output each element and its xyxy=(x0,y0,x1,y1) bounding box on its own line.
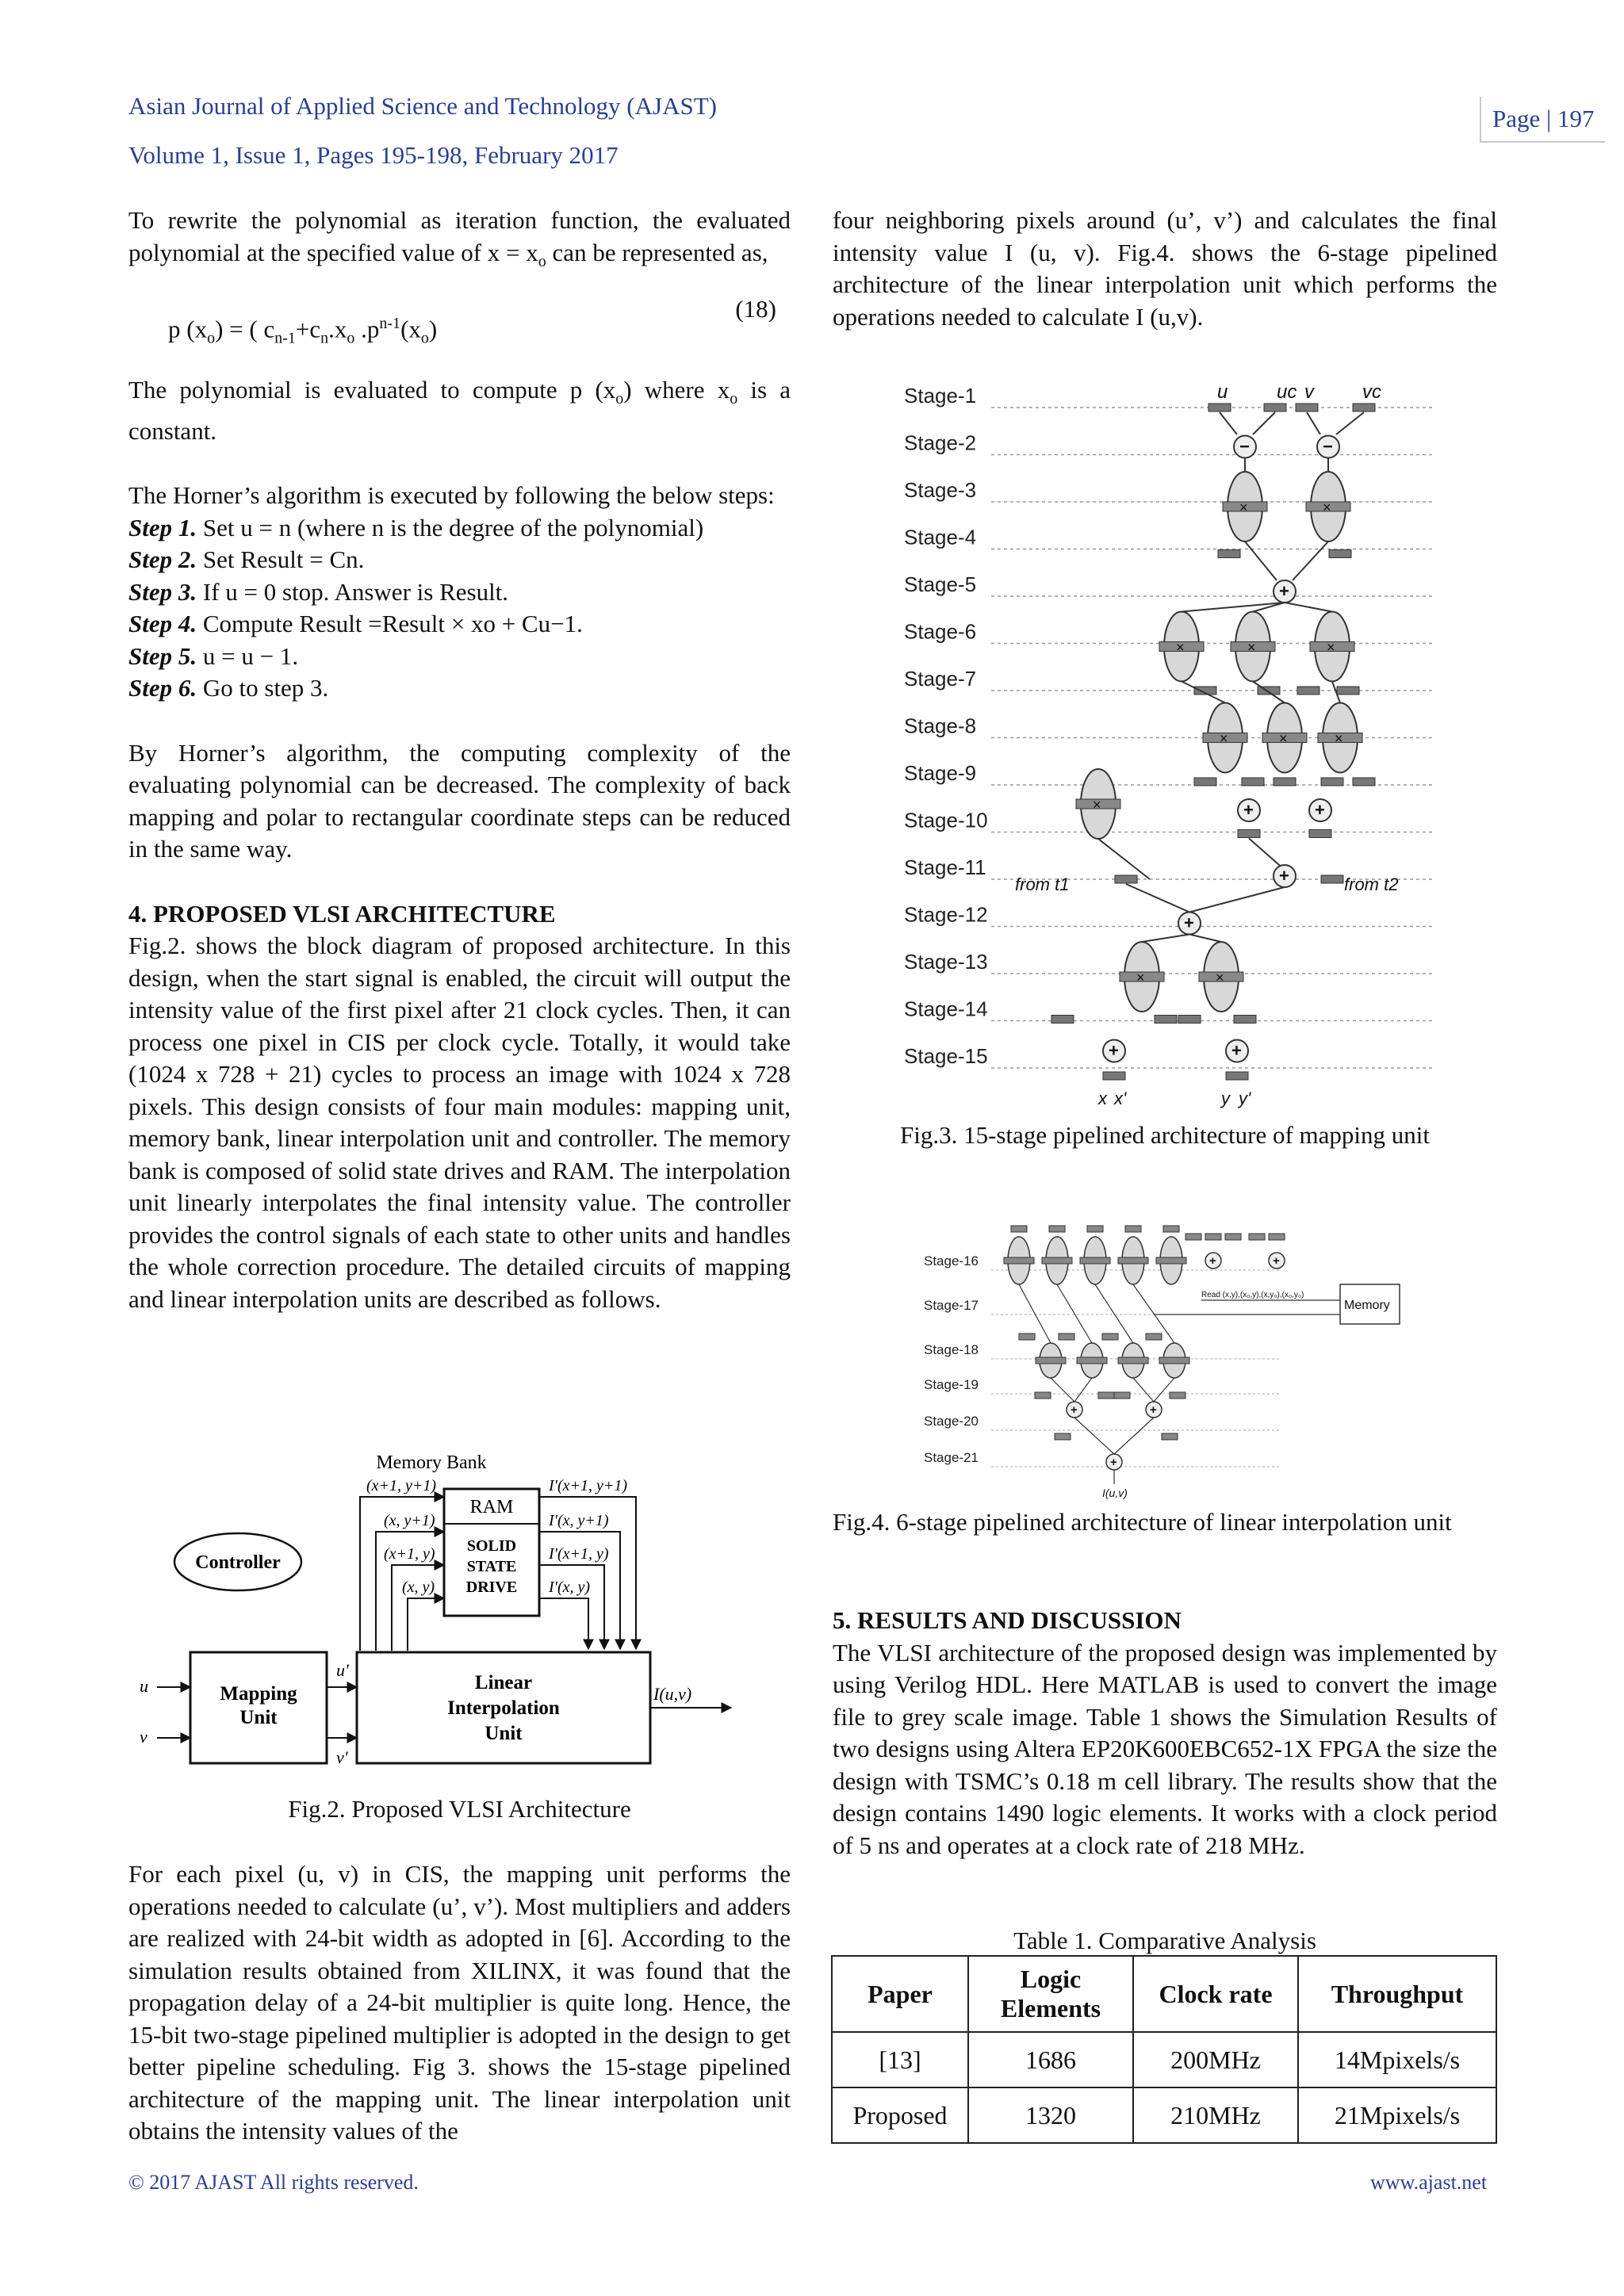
table-cell: 200MHz xyxy=(1133,2032,1298,2087)
connector-line xyxy=(1307,412,1320,434)
stage-label: Stage-4 xyxy=(904,525,977,549)
multiplier-symbol: × xyxy=(1216,970,1224,985)
pipeline-register xyxy=(1163,1226,1179,1232)
pipeline-register xyxy=(1080,1257,1110,1264)
adder-symbol: + xyxy=(1231,1040,1242,1061)
read-label: Read (x,y),(x₀,y),(x,y₀),(x₀,y₀) xyxy=(1201,1291,1304,1299)
left-column xyxy=(128,205,791,1315)
stage-label: Stage-9 xyxy=(904,761,977,785)
data-label: I'(x+1, y) xyxy=(549,1545,609,1563)
connector-line xyxy=(1220,412,1237,434)
left-column-bottom xyxy=(128,1858,791,2148)
pipeline-register xyxy=(1296,404,1318,411)
pipeline-register xyxy=(1055,1433,1071,1440)
input-label: uc xyxy=(1277,381,1297,403)
paragraph: four neighboring pixels around (u’, v’) and calculates the final intensity value I (u, v). Fig.4. shows the 6-stage pipelined architecture of the linear interpolation unit which performs the operations needed to calculate I (u,v). xyxy=(833,206,1497,331)
connector-line xyxy=(1189,935,1221,943)
adder-symbol: + xyxy=(1279,581,1289,601)
pipeline-register xyxy=(1178,1016,1201,1024)
table-row xyxy=(832,2032,1496,2087)
right-column-bottom xyxy=(833,1605,1497,1862)
mapping-unit-label-1: Mapping xyxy=(220,1683,297,1705)
input-v-label: v xyxy=(140,1727,147,1747)
pipeline-register xyxy=(1102,1334,1118,1340)
section-heading: 4. PROPOSED VLSI ARCHITECTURE xyxy=(128,899,556,928)
adder-symbol: − xyxy=(1323,436,1333,457)
output-label: y' xyxy=(1239,1089,1251,1108)
connector-line xyxy=(1336,412,1364,434)
table-header: Paper xyxy=(832,1956,968,2032)
input-label: u xyxy=(1217,381,1228,403)
stage-label: Stage-14 xyxy=(904,997,988,1021)
stage-label: Stage-11 xyxy=(904,855,986,879)
stage-label: Stage-5 xyxy=(904,572,977,596)
memory-bank-label: Memory Bank xyxy=(376,1452,487,1473)
step-2: Step 2. Set Result = Cn. xyxy=(128,545,365,574)
pipeline-register xyxy=(1036,1357,1066,1364)
section-heading: 5. RESULTS AND DISCUSSION xyxy=(833,1606,1182,1634)
paragraph: By Horner’s algorithm, the computing complexity of the evaluating polynomial can be decreased. The complexity of back mapping and polar to rectangular coordinate steps can be reduced in the same way. xyxy=(128,738,791,863)
pipeline-register xyxy=(1087,1226,1103,1232)
copyright: © 2017 AJAST All rights reserved. xyxy=(128,2171,419,2194)
adder-symbol: + xyxy=(1150,1403,1157,1417)
table-header: Logic Elements xyxy=(968,1956,1133,2032)
step-6: Step 6. Go to step 3. xyxy=(128,674,329,702)
table-cell: 210MHz xyxy=(1133,2087,1298,2143)
pipeline-register xyxy=(1321,778,1343,786)
pipeline-register xyxy=(1146,1334,1162,1340)
connector-line xyxy=(1133,1378,1154,1402)
pipeline-register xyxy=(1297,687,1320,695)
pipeline-register xyxy=(1114,1392,1130,1399)
connector-line xyxy=(1126,884,1189,913)
paragraph: The VLSI architecture of the proposed design was implemented by using Verilog HDL. Here MATLAB is used to convert the image file to grey scale image. Table 1 shows the Simulation Results of two designs using Altera EP20K600EBC652-1X FPGA the size the design with TSMC’s 0.18 m cell library. The results show that the design contains 1490 logic elements. It works with a clock period of 5 ns and operates at a clock rate of 218 MHz. xyxy=(833,1638,1497,1859)
adder-symbol: − xyxy=(1239,436,1250,457)
table-cell: 21Mpixels/s xyxy=(1298,2087,1496,2143)
multiplier-symbol: × xyxy=(1136,970,1145,985)
multiplier-symbol: × xyxy=(1279,730,1288,747)
multiplier-symbol: × xyxy=(1093,797,1101,813)
linear-interp-label-2: Interpolation xyxy=(447,1697,560,1719)
u-prime-label: u' xyxy=(336,1660,349,1680)
table-header: Clock rate xyxy=(1133,1956,1298,2032)
pipeline-register xyxy=(1077,1357,1107,1364)
pipeline-register xyxy=(1042,1257,1072,1264)
fig3-caption: Fig.3. 15-stage pipelined architecture of mapping unit xyxy=(899,1121,1431,1149)
pipeline-register xyxy=(1337,687,1359,695)
pipeline-register xyxy=(1274,778,1296,786)
comparison-table xyxy=(831,1955,1497,2144)
pipeline-register xyxy=(1115,875,1137,883)
output-label: x xyxy=(1098,1089,1107,1108)
fig3-mapping-unit xyxy=(888,381,1443,1110)
addr-label: (x+1, y) xyxy=(384,1545,435,1563)
pipeline-register xyxy=(1118,1357,1148,1364)
adder-symbol: + xyxy=(1243,800,1254,820)
pipeline-register xyxy=(1249,1234,1265,1240)
connector-line xyxy=(1285,603,1332,612)
input-label: vc xyxy=(1362,381,1381,403)
table-cell: [13] xyxy=(832,2032,968,2087)
memory-label: Memory xyxy=(1344,1299,1390,1312)
stage-label: Stage-1 xyxy=(904,384,977,408)
fig4-interp-unit xyxy=(916,1181,1408,1506)
pipeline-register xyxy=(1226,1072,1248,1080)
ssd-label-1: SOLID xyxy=(466,1537,517,1555)
stage-label: Stage-17 xyxy=(924,1298,979,1313)
stage-label: Stage-12 xyxy=(904,902,988,927)
output-label: x' xyxy=(1114,1089,1127,1108)
adder-symbol: + xyxy=(1279,866,1289,886)
pipeline-register xyxy=(1329,550,1351,558)
pipeline-register xyxy=(1059,1334,1074,1340)
pipeline-register xyxy=(1170,1392,1185,1399)
right-column xyxy=(833,205,1497,333)
ssd-label-2: STATE xyxy=(466,1558,517,1575)
connector-line xyxy=(1189,887,1285,913)
stage-label: Stage-15 xyxy=(904,1044,988,1068)
adder-symbol: + xyxy=(1184,913,1194,933)
table-cell: 1320 xyxy=(968,2087,1133,2143)
addr-label: (x, y+1) xyxy=(384,1512,435,1529)
stage-label: Stage-10 xyxy=(904,808,988,832)
page-number: Page | 197 xyxy=(1480,97,1605,143)
adder-symbol: + xyxy=(1071,1403,1078,1417)
pipeline-register xyxy=(1011,1226,1027,1232)
pipeline-register xyxy=(1051,1016,1074,1024)
pipeline-register xyxy=(1269,1234,1285,1240)
fig2-caption: Fig.2. Proposed VLSI Architecture xyxy=(288,1795,631,1823)
pipeline-register xyxy=(1035,1392,1051,1399)
stage-label: Stage-19 xyxy=(924,1377,979,1392)
addr-label: (x+1, y+1) xyxy=(366,1477,437,1494)
stage-label: Stage-20 xyxy=(924,1414,979,1429)
stage-label: Stage-6 xyxy=(904,619,977,644)
volume-info: Volume 1, Issue 1, Pages 195-198, February 2017 xyxy=(128,141,619,169)
pipeline-register xyxy=(1353,778,1375,786)
table-cell: 1686 xyxy=(968,2032,1133,2087)
connector-line xyxy=(1098,839,1150,879)
step-1: Step 1. Set u = n (where n is the degree of the polynomial) xyxy=(128,513,704,541)
pipeline-register xyxy=(1098,1392,1114,1399)
fig2-block-diagram xyxy=(128,1445,791,1793)
multiplier-symbol: × xyxy=(1323,499,1331,515)
stage-label: Stage-7 xyxy=(904,667,977,691)
pipeline-register xyxy=(1118,1257,1148,1264)
multiplier-symbol: × xyxy=(1176,639,1185,656)
adder-symbol: + xyxy=(1315,800,1325,820)
table-row xyxy=(832,2087,1496,2143)
addr-label: (x, y) xyxy=(402,1578,435,1596)
paragraph: To rewrite the polynomial as iteration function, the evaluated polynomial at the specified value of $x = x_o$ can be represented as, xyxy=(128,206,791,270)
multiplier-symbol: × xyxy=(1327,639,1335,656)
multiplier-symbol: × xyxy=(1239,499,1248,515)
multiplier-symbol: × xyxy=(1220,730,1228,747)
pipeline-register xyxy=(1242,778,1264,786)
pipeline-register xyxy=(1185,1234,1201,1240)
step-4: Step 4. Compute Result =Result × xo + Cu−1. xyxy=(128,610,583,638)
adder-symbol: + xyxy=(1110,1456,1117,1469)
equation-18: p $(x_o)$ = ( $c_{n-1}+c_n.x_o$ $.p^{n-1}(x_o)$ (18) xyxy=(168,295,776,347)
stage-label: Stage-16 xyxy=(924,1253,979,1269)
multiplier-symbol: × xyxy=(1247,639,1256,656)
connector-line xyxy=(1182,682,1225,703)
output-label: I(u,v) xyxy=(653,1684,692,1704)
fig4-caption: Fig.4. 6-stage pipelined architecture of linear interpolation unit xyxy=(833,1508,1452,1536)
pipeline-register xyxy=(1208,404,1231,411)
input-label: v xyxy=(1304,381,1314,403)
connector-line xyxy=(1142,935,1189,943)
output-label: I(u,v) xyxy=(1102,1487,1128,1499)
ram-label: RAM xyxy=(469,1497,514,1517)
connector-line xyxy=(1293,541,1328,580)
pipeline-register xyxy=(1004,1257,1034,1264)
data-label: I'(x, y+1) xyxy=(549,1512,609,1529)
adder-symbol: + xyxy=(1209,1254,1216,1268)
mapping-unit-label-2: Unit xyxy=(239,1707,278,1728)
paragraph: The Horner’s algorithm is executed by following the below steps: xyxy=(128,481,775,510)
step-3: Step 3. If u = 0 stop. Answer is Result. xyxy=(128,577,509,606)
v-prime-label: v' xyxy=(336,1747,348,1767)
connector-line xyxy=(1114,1418,1154,1454)
step-5: Step 5. u = u − 1. xyxy=(128,641,299,670)
connector-line xyxy=(1051,1378,1074,1402)
pipeline-register xyxy=(1225,1234,1241,1240)
connector-line xyxy=(1253,412,1275,434)
data-label: I'(x, y) xyxy=(549,1578,591,1596)
pipeline-register xyxy=(1264,404,1286,411)
pipeline-register xyxy=(1238,830,1260,838)
adder-symbol: + xyxy=(1273,1254,1280,1268)
connector-line xyxy=(1245,541,1277,580)
stage-label: Stage-8 xyxy=(904,714,977,738)
stage-label: Stage-18 xyxy=(924,1342,979,1357)
pipeline-register xyxy=(1019,1334,1035,1340)
linear-interp-label-3: Unit xyxy=(485,1723,523,1744)
table-cell: Proposed xyxy=(832,2087,968,2143)
paragraph: For each pixel (u, v) in CIS, the mapping unit performs the operations needed to calculate (u’, v’). Most multipliers and adders are realized with 24-bit width as adopted in [6]. According to the simulation results obtained from XILINX, it was found that the propagation delay of a 24-bit multiplier is quite long. Hence, the 15-bit two-stage pipelined multiplier is adopted in the design to get better pipeline scheduling. Fig 3. shows the 15-stage pipelined architecture of the mapping unit. The linear interpolation unit obtains the intensity values of the xyxy=(128,1860,791,2145)
pipeline-register xyxy=(1156,1257,1186,1264)
table-cell: 14Mpixels/s xyxy=(1298,2032,1496,2087)
pipeline-register xyxy=(1159,1357,1189,1364)
pipeline-register xyxy=(1049,1226,1065,1232)
from-label: from t2 xyxy=(1344,874,1399,894)
pipeline-register xyxy=(1321,875,1343,883)
stage-label: Stage-21 xyxy=(924,1450,979,1465)
pipeline-register xyxy=(1103,1072,1125,1080)
pipeline-register xyxy=(1309,830,1331,838)
data-label: I'(x+1, y+1) xyxy=(549,1477,628,1494)
adder-symbol: + xyxy=(1109,1040,1119,1061)
pipeline-register xyxy=(1125,1226,1141,1232)
pipeline-register xyxy=(1162,1433,1178,1440)
stage-label: Stage-13 xyxy=(904,950,988,974)
table-header-row xyxy=(832,1956,1496,2032)
stage-label: Stage-3 xyxy=(904,478,977,502)
table-header: Throughput xyxy=(1298,1956,1496,2032)
from-label: from t1 xyxy=(1015,874,1070,894)
table-caption: Table 1. Comparative Analysis xyxy=(1013,1927,1316,1954)
paragraph: The polynomial is evaluated to compute p $(x_o)$ where $x_o$ is a constant. xyxy=(128,376,791,445)
paragraph: Fig.2. shows the block diagram of proposed architecture. In this design, when the start signal is enabled, the circuit will output the intensity value of the first pixel after 21 clock cycles. Then, it can process one pixel in CIS per clock cycle. Totally, it would take (1024 x 728 + 21) cycles to process an image with 1024 x 728 pixels. This design consists of four main modules: mapping unit, memory bank, linear interpolation unit and controller. The memory bank is composed of solid state drives and RAM. The interpolation unit linearly interpolates the final intensity value. The controller provides the control signals of each state to other units and handles the whole correction procedure. The detailed circuits of mapping and linear interpolation units are described as follows. xyxy=(128,932,791,1313)
input-u-label: u xyxy=(140,1676,148,1696)
output-label: y xyxy=(1221,1089,1230,1108)
site-link[interactable]: www.ajast.net xyxy=(1370,2171,1488,2194)
pipeline-register xyxy=(1218,550,1240,558)
controller-label: Controller xyxy=(195,1552,281,1573)
horner-steps xyxy=(128,512,791,705)
pipeline-register xyxy=(1194,778,1216,786)
equation-number: (18) xyxy=(735,295,776,323)
multiplier-symbol: × xyxy=(1335,730,1343,747)
linear-interp-label-1: Linear xyxy=(474,1672,533,1693)
journal-title: Asian Journal of Applied Science and Technology (AJAST) xyxy=(128,92,717,120)
connector-line xyxy=(1074,1418,1114,1454)
pipeline-register xyxy=(1234,1016,1256,1024)
pipeline-register xyxy=(1155,1016,1177,1024)
ssd-label-3: DRIVE xyxy=(465,1578,518,1596)
pipeline-register xyxy=(1353,404,1375,411)
pipeline-register xyxy=(1205,1234,1221,1240)
connector-line xyxy=(1074,1378,1092,1402)
stage-label: Stage-2 xyxy=(904,430,977,455)
